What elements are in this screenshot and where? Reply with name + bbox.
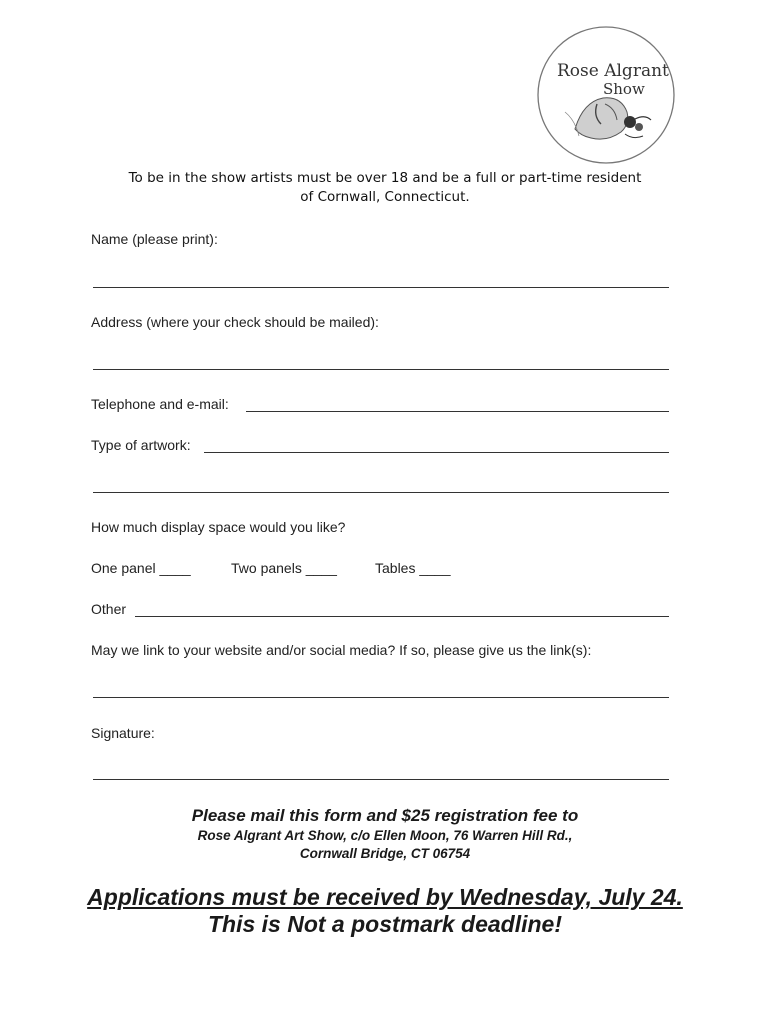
address-label: Address (where your check should be mailed):	[91, 314, 379, 330]
logo-title-text: Rose Algrant	[557, 61, 669, 81]
mail-instructions-title: Please mail this form and $25 registration fee to	[191, 806, 579, 825]
website-question: May we link to your website and/or social media? If so, please give us the link(s):	[91, 642, 592, 658]
eligibility-line-1: To be in the show artists must be over 18 and be a full or part-time resident	[128, 170, 642, 186]
signature-label: Signature:	[91, 725, 155, 741]
name-line[interactable]	[93, 287, 669, 288]
telephone-line[interactable]	[246, 411, 669, 412]
name-label: Name (please print):	[91, 231, 218, 247]
logo-subtitle-text: Show	[603, 80, 645, 98]
eligibility-line-2: of Cornwall, Connecticut.	[300, 189, 470, 205]
artwork-line[interactable]	[204, 452, 669, 453]
other-line[interactable]	[135, 616, 669, 617]
mail-address-line-1: Rose Algrant Art Show, c/o Ellen Moon, 76 Warren Hill Rd.,	[197, 828, 573, 843]
display-space-question: How much display space would you like?	[91, 519, 346, 535]
one-panel-option[interactable]: One panel ____	[91, 560, 191, 576]
deadline-line-2: This is Not a postmark deadline!	[207, 911, 563, 937]
two-panels-option[interactable]: Two panels ____	[231, 560, 337, 576]
tables-option[interactable]: Tables ____	[375, 560, 451, 576]
mail-address-line-2: Cornwall Bridge, CT 06754	[299, 846, 471, 861]
address-line[interactable]	[93, 369, 669, 370]
other-label: Other	[91, 601, 127, 617]
signature-line[interactable]	[93, 779, 669, 780]
artwork-line-2[interactable]	[93, 492, 669, 493]
logo-graphic	[535, 24, 677, 166]
artwork-label: Type of artwork:	[91, 437, 191, 453]
telephone-label: Telephone and e-mail:	[91, 396, 229, 412]
deadline-line-1: Applications must be received by Wednesday, July 24.	[87, 884, 683, 910]
website-line[interactable]	[93, 697, 669, 698]
rose-algrant-show-logo	[535, 24, 677, 166]
